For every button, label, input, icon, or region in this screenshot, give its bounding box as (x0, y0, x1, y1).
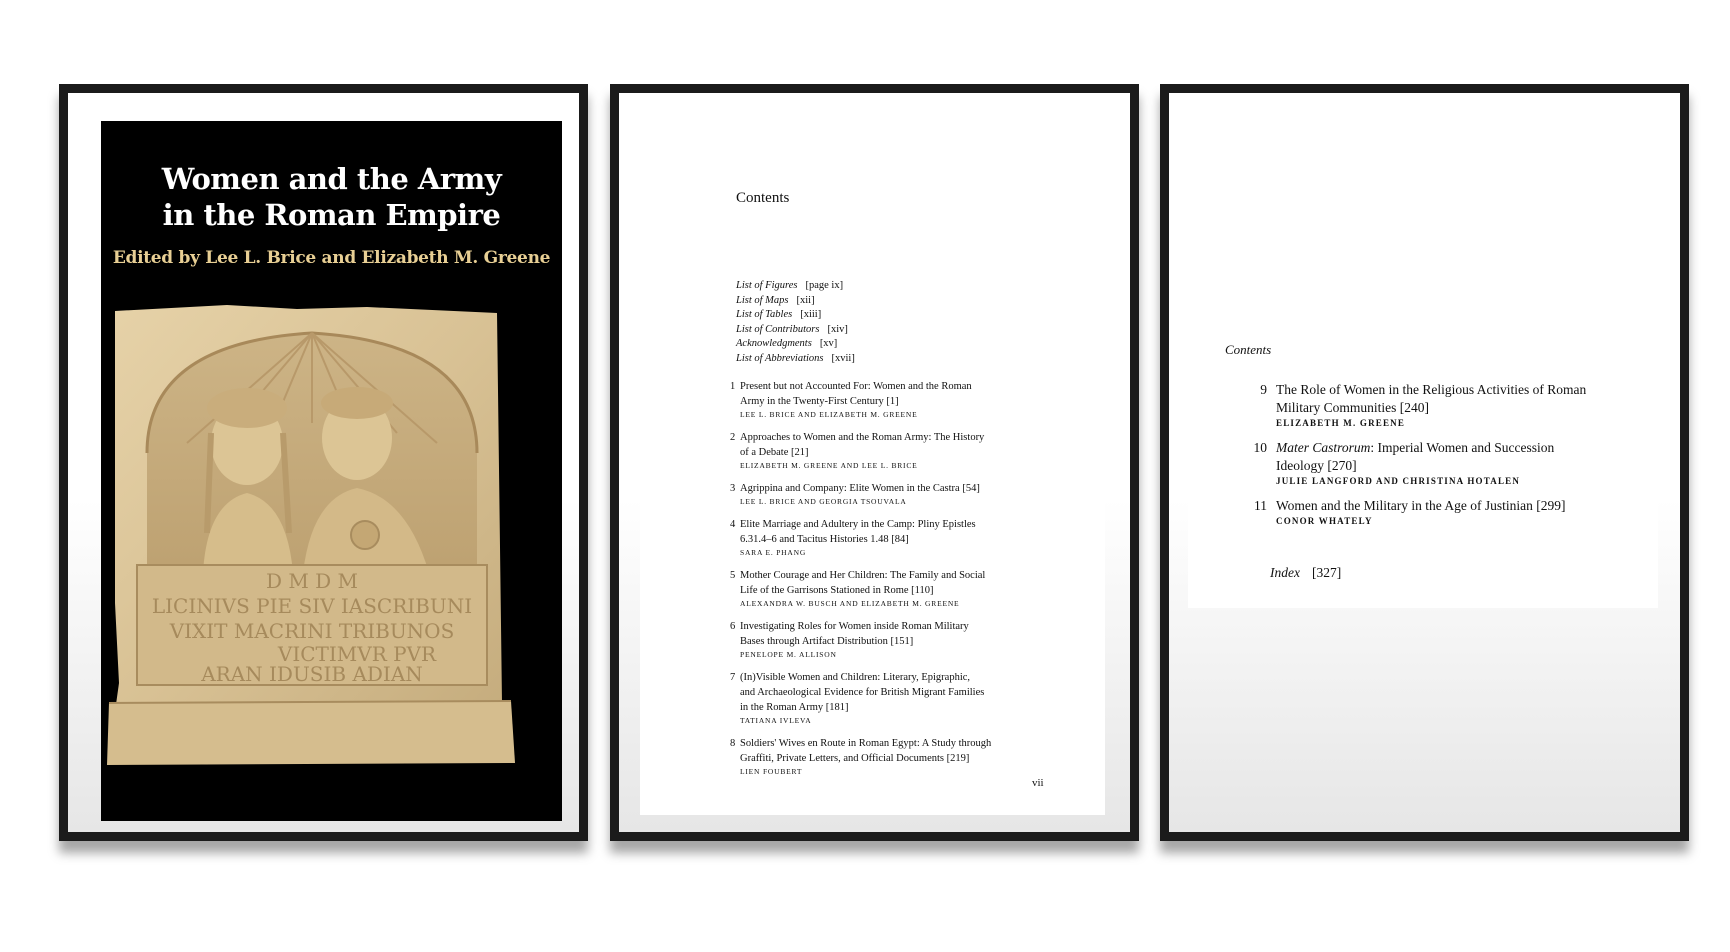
chapter-authors: LEE L. BRICE AND ELIZABETH M. GREENE (740, 410, 918, 419)
chapter-entry: 9 The Role of Women in the Religious Activities of Roman Military Communities [240] ELIZABETH M. GREENE (1243, 381, 1643, 430)
chapter-entry: 2 Approaches to Women and the Roman Army: The History of a Debate [21] ELIZABETH M. GREENE AND LEE L. BRICE (730, 430, 1070, 472)
inscription-line2: LICINIVS PIE SIV IASCRIBUNI (151, 594, 473, 618)
page-number: vii (1032, 777, 1044, 789)
front-matter-item: List of Tables [xiii] (736, 309, 822, 320)
chapter-list (1243, 381, 1643, 537)
cover-title-line1: Women and the Army (161, 162, 502, 196)
chapter-entry: 3 Agrippina and Company: Elite Women in the Castra [54] LEE L. BRICE AND GEORGIA TSOUVALA (730, 481, 1070, 508)
chapter-authors: PENELOPE M. ALLISON (740, 650, 837, 659)
contents-page-2 (1188, 93, 1658, 608)
chapter-authors: CONOR WHATELY (1276, 516, 1373, 526)
contents-frame-2 (1160, 84, 1689, 841)
chapter-authors: LIEN FOUBERT (740, 767, 803, 776)
chapter-entry: 6 Investigating Roles for Women inside Roman Military Bases through Artifact Distribution [151] PENELOPE M. ALLISON (730, 619, 1070, 661)
chapter-authors: ELIZABETH M. GREENE (1276, 418, 1406, 428)
inscription-line5: ARAN IDUSIB ADIAN (201, 662, 423, 686)
front-matter-item: List of Contributors [xiv] (736, 323, 848, 335)
chapter-entry: 7 (In)Visible Women and Children: Literary, Epigraphic, and Archaeological Evidence for British Migrant Families in the Roman Army [181] TATIANA IVLEVA (730, 670, 1070, 727)
front-matter-list (736, 279, 855, 366)
front-matter-item: List of Abbreviations [xvii] (736, 352, 855, 364)
chapter-authors: ELIZABETH M. GREENE AND LEE L. BRICE (740, 461, 918, 470)
chapter-entry: 4 Elite Marriage and Adultery in the Camp: Pliny Epistles 6.31.4–6 and Tacitus Histories 1.48 [84] SARA E. PHANG (730, 517, 1070, 559)
chapter-entry: 1 Present but not Accounted For: Women and the Roman Army in the Twenty-First Century [1] LEE L. BRICE AND ELIZABETH M. GREENE (730, 379, 1070, 421)
inscription-line4: VICTIMVR PVR (277, 642, 437, 666)
chapter-entry: 5 Mother Courage and Her Children: The Family and Social Life of the Garrisons Stationed in Rome [110] ALEXANDRA W. BUSCH AND ELIZABETH M. GREENE (730, 568, 1070, 610)
chapter-authors: LEE L. BRICE AND GEORGIA TSOUVALA (740, 497, 907, 506)
cover-title (101, 161, 562, 233)
inscription-line3: VIXIT MACRINI TRIBUNOS (169, 619, 455, 643)
page-title: Contents (736, 190, 790, 206)
cover-frame (59, 84, 588, 841)
chapter-authors: ALEXANDRA W. BUSCH AND ELIZABETH M. GREENE (740, 599, 960, 608)
chapter-authors: TATIANA IVLEVA (740, 716, 812, 725)
front-matter-item: List of Figures [page ix] (736, 280, 844, 291)
cover-editors: Edited by Lee L. Brice and Elizabeth M. Greene (112, 248, 551, 268)
contents-frame-1 (610, 84, 1139, 841)
contents-page-1 (640, 93, 1105, 815)
cover-title-line2: in the Roman Empire (162, 198, 501, 232)
chapter-authors: SARA E. PHANG (740, 548, 807, 557)
chapter-authors: JULIE LANGFORD AND CHRISTINA HOTALEN (1276, 476, 1521, 486)
funerary-relief-image (107, 303, 517, 773)
cover-mat (68, 93, 579, 832)
chapter-entry: 11 Women and the Military in the Age of Justinian [299] CONOR WHATELY (1243, 497, 1643, 528)
index-entry: Index [327] (1270, 565, 1342, 580)
contents-mat-1 (619, 93, 1130, 832)
chapter-list (730, 379, 1070, 787)
chapter-entry: 10 Mater Castrorum: Imperial Women and Succession Ideology [270] JULIE LANGFORD AND CHRISTINA HOTALEN (1243, 439, 1643, 488)
book-cover (101, 121, 562, 821)
front-matter-item: List of Maps [xii] (736, 294, 815, 306)
chapter-entry: 8 Soldiers' Wives en Route in Roman Egypt: A Study through Graffiti, Private Letters, and Official Documents [219] LIEN FOUBERT (730, 736, 1070, 778)
contents-mat-2 (1169, 93, 1680, 832)
inscription-line1: D M D M (265, 569, 359, 593)
front-matter-item: Acknowledgments [xv] (736, 338, 838, 349)
running-head: Contents (1225, 342, 1272, 357)
